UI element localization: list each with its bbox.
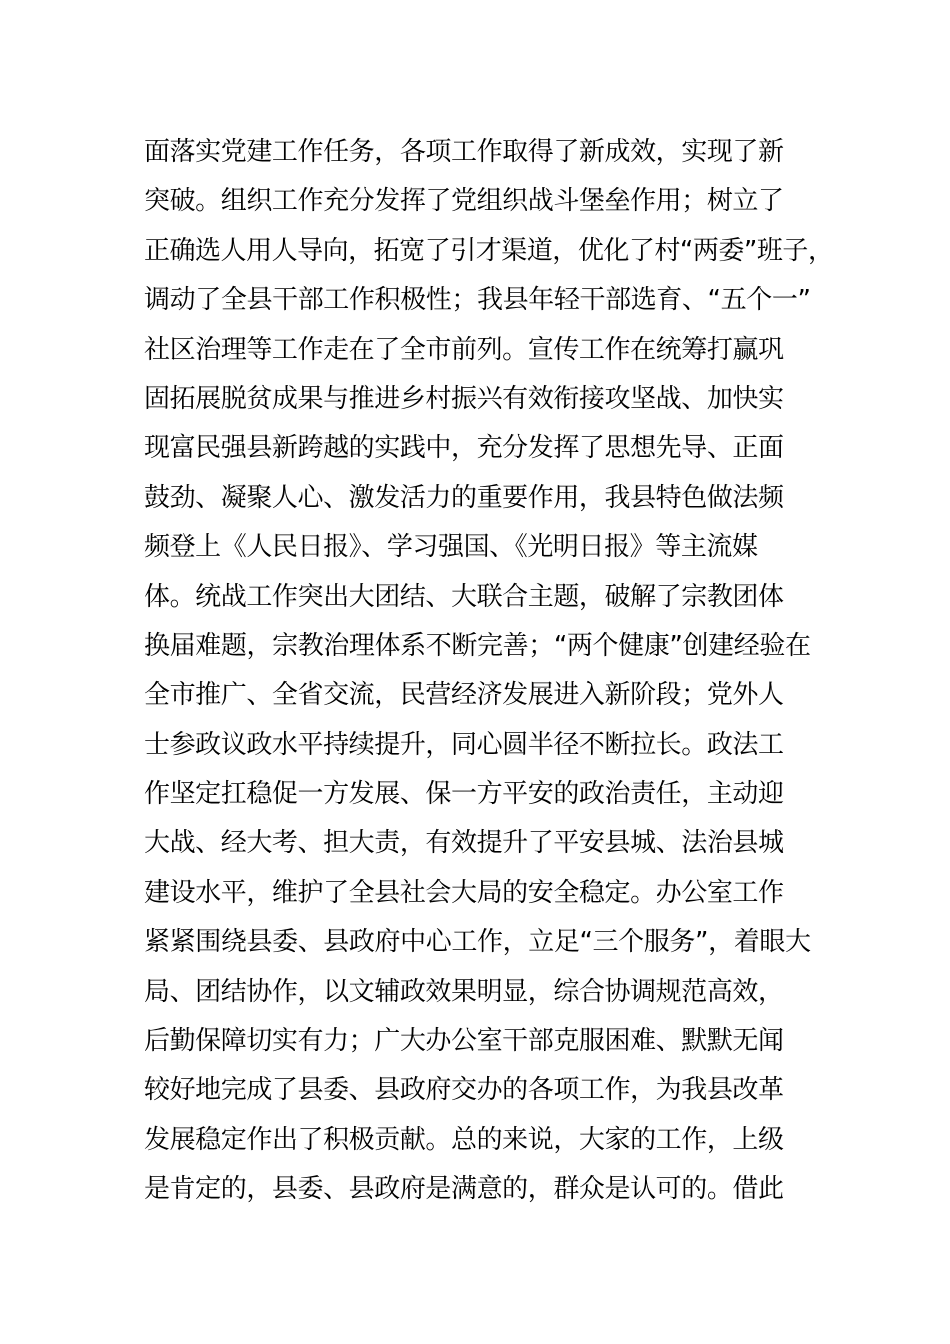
text-line: 士参政议政水平持续提升，同心圆半径不断拉长。政法工 bbox=[144, 729, 784, 760]
text-line: 面落实党建工作任务，各项工作取得了新成效，实现了新 bbox=[144, 137, 784, 167]
text-line: 鼓劲、凝聚人心、激发活力的重要作用，我县特色做法频 bbox=[144, 482, 784, 513]
text-line: 突破。组织工作充分发挥了党组织战斗堡垒作用；树立了 bbox=[144, 186, 784, 217]
body-paragraph bbox=[144, 128, 844, 1215]
text-line: 调动了全县干部工作积极性；我县年轻干部选育、“五个一” bbox=[144, 285, 811, 316]
text-line: 局、团结协作，以文辅政效果明显，综合协调规范高效， bbox=[144, 976, 784, 1007]
text-line: 现富民强县新跨越的实践中，充分发挥了思想先导、正面 bbox=[144, 433, 784, 464]
text-line: 体。统战工作突出大团结、大联合主题，破解了宗教团体 bbox=[144, 581, 784, 612]
text-line: 建设水平，维护了全县社会大局的安全稳定。办公室工作 bbox=[144, 877, 784, 908]
text-line: 大战、经大考、担大责，有效提升了平安县城、法治县城 bbox=[144, 828, 784, 859]
text-line: 是肯定的，县委、县政府是满意的，群众是认可的。借此 bbox=[144, 1174, 784, 1205]
text-line: 正确选人用人导向，拓宽了引才渠道，优化了村“两委”班子， bbox=[144, 235, 834, 266]
text-line: 固拓展脱贫成果与推进乡村振兴有效衔接攻坚战、加快实 bbox=[144, 383, 784, 414]
text-line: 发展稳定作出了积极贡献。总的来说，大家的工作，上级 bbox=[144, 1124, 784, 1155]
text-line: 作坚定扛稳促一方发展、保一方平安的政治责任，主动迎 bbox=[144, 779, 784, 810]
text-line: 社区治理等工作走在了全市前列。宣传工作在统筹打赢巩 bbox=[144, 334, 784, 365]
text-line: 紧紧围绕县委、县政府中心工作，立足“三个服务”，着眼大 bbox=[144, 927, 811, 958]
text-line: 后勤保障切实有力；广大办公室干部克服困难、默默无闻 bbox=[144, 1026, 784, 1057]
text-line: 全市推广、全省交流，民营经济发展进入新阶段；党外人 bbox=[144, 680, 784, 711]
text-line: 频登上《人民日报》、学习强国、《光明日报》等主流媒 bbox=[144, 532, 758, 563]
text-line: 较好地完成了县委、县政府交办的各项工作，为我县改革 bbox=[144, 1075, 784, 1106]
text-line: 换届难题，宗教治理体系不断完善；“两个健康”创建经验在 bbox=[144, 630, 811, 661]
